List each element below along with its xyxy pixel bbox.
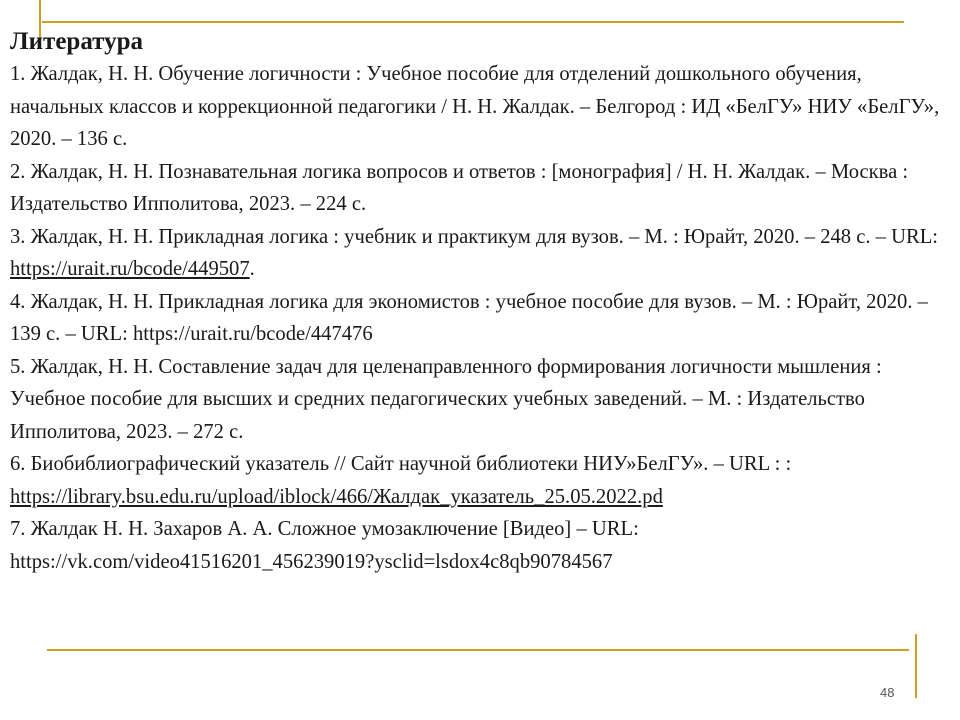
reference-item-6 bbox=[10, 448, 950, 513]
top-horizontal-rule bbox=[42, 21, 904, 23]
reference-link[interactable]: https://urait.ru/bcode/449507 bbox=[10, 258, 250, 280]
reference-link[interactable]: https://library.bsu.edu.ru/upload/iblock/466/Жалдак_указатель_25.05.2022.pd bbox=[10, 485, 663, 508]
reference-number: 4. bbox=[10, 290, 26, 313]
reference-tail: . bbox=[249, 258, 255, 280]
reference-number: 1. bbox=[10, 63, 26, 85]
page-number: 48 bbox=[880, 685, 895, 700]
reference-item-1 bbox=[10, 58, 950, 156]
reference-text: Жалдак, Н. Н. Прикладная логика : учебник и практикум для вузов. – М. : Юрайт, 2020. – 248 с. – URL: bbox=[30, 225, 939, 248]
reference-item-2 bbox=[10, 156, 950, 221]
reference-item-5 bbox=[10, 351, 950, 449]
reference-number: 3. bbox=[10, 225, 26, 248]
reference-number: 6. bbox=[10, 453, 26, 475]
reference-text: Жалдак, Н. Н. Составление задач для целенаправленного формирования логичности мышления : Учебное пособие для высших и средних педагогических учебных заведений. – М. : Издательство Ипполитова, 2023. – 272 с. bbox=[10, 355, 882, 443]
reference-text: Жалдак, Н. Н. Обучение логичности : Учебное пособие для отделений дошкольного обучения, начальных классов и коррекционной педагогики / Н. Н. Жалдак. – Белгород : ИД «БелГУ» НИУ «БелГУ», 2020. – 136 с. bbox=[10, 63, 940, 150]
reference-item-4 bbox=[10, 286, 950, 351]
reference-text: Жалдак, Н. Н. Познавательная логика вопросов и ответов : [монография] / Н. Н. Жалдак. – Москва : Издательство Ипполитова, 2023. – 224 с. bbox=[10, 160, 909, 215]
reference-number: 2. bbox=[10, 160, 26, 183]
slide-content bbox=[10, 26, 950, 578]
reference-text: Жалдак, Н. Н. Прикладная логика для экономистов : учебное пособие для вузов. – М. : Юрайт, 2020. – 139 с. – URL: https://urait.ru/bcode/447476 bbox=[10, 290, 928, 345]
bottom-horizontal-rule bbox=[47, 649, 909, 651]
reference-number: 7. bbox=[10, 518, 26, 540]
reference-text: Жалдак Н. Н. Захаров А. А. Сложное умозаключение [Видео] – URL: https://vk.com/video41516201_456239019?ysclid=lsdox4c8qb90784567 bbox=[10, 518, 639, 573]
reference-item-7 bbox=[10, 513, 950, 578]
reference-number: 5. bbox=[10, 355, 26, 378]
bottom-right-vertical-rule bbox=[915, 634, 917, 698]
reference-item-3 bbox=[10, 221, 950, 286]
slide-title: Литература bbox=[10, 28, 144, 55]
reference-text: Биобиблиографический указатель // Сайт научной библиотеки НИУ»БелГУ». – URL : : bbox=[30, 453, 792, 475]
